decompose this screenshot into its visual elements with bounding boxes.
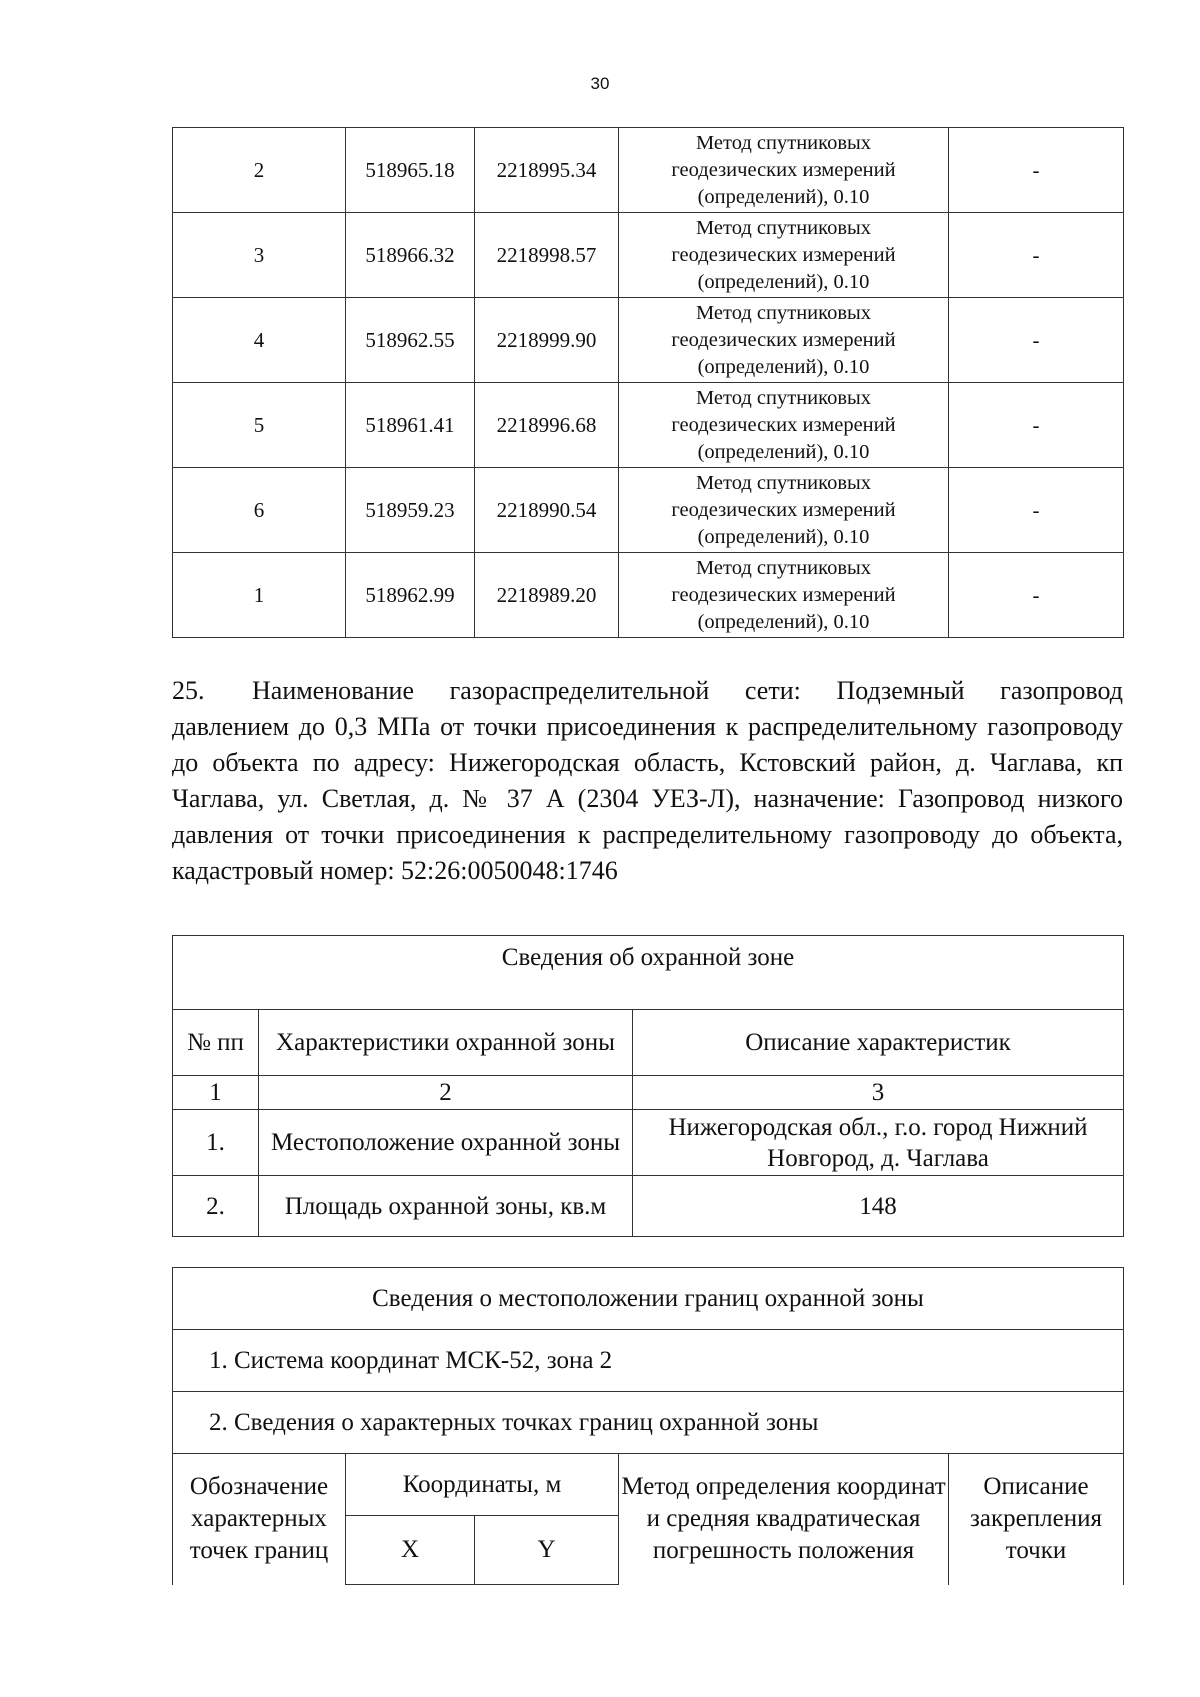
- points-info: 2. Сведения о характерных точках границ охранной зоны: [173, 1392, 1124, 1454]
- coordinate-y: 2218998.57: [475, 213, 619, 298]
- method-line: Метод спутниковых: [695, 471, 872, 494]
- coordinate-y: 2218995.34: [475, 128, 619, 213]
- protection-zone-table: [172, 935, 1124, 1237]
- fixing-description: -: [949, 298, 1124, 383]
- point-number: 5: [173, 383, 346, 468]
- column-number: 3: [633, 1076, 1124, 1110]
- method-line: Метод спутниковых: [695, 386, 872, 409]
- characteristic-value: 148: [633, 1176, 1124, 1237]
- header-number: № пп: [173, 1010, 259, 1076]
- method-line: (определений), 0.10: [697, 270, 870, 293]
- table-row: [173, 468, 1124, 553]
- fixing-description: -: [949, 128, 1124, 213]
- paragraph-number: 25.: [172, 676, 205, 705]
- boundaries-table: [172, 1267, 1124, 1585]
- method-cell: [619, 213, 949, 298]
- method-cell: [619, 128, 949, 213]
- characteristic-value: Нижегородская обл., г.о. город Нижний Новгород, д. Чаглава: [633, 1110, 1124, 1176]
- method-line: Метод спутниковых: [695, 216, 872, 239]
- row-number: 1.: [173, 1110, 259, 1176]
- coordinate-y: 2218999.90: [475, 298, 619, 383]
- method-cell: [619, 383, 949, 468]
- method-cell: [619, 468, 949, 553]
- point-number: 3: [173, 213, 346, 298]
- fixing-description: -: [949, 468, 1124, 553]
- method-line: Метод спутниковых: [695, 131, 872, 154]
- characteristic-name: Местоположение охранной зоны: [259, 1110, 633, 1176]
- table-row: [173, 213, 1124, 298]
- method-line: геодезических измерений: [671, 413, 896, 436]
- coordinate-y: 2218996.68: [475, 383, 619, 468]
- method-line: Метод спутниковых: [695, 301, 872, 324]
- method-line: (определений), 0.10: [697, 440, 870, 463]
- method-line: геодезических измерений: [671, 158, 896, 181]
- fixing-description: -: [949, 383, 1124, 468]
- table-row: [173, 383, 1124, 468]
- row-number: 2.: [173, 1176, 259, 1237]
- column-number: 1: [173, 1076, 259, 1110]
- coordinate-x: 518962.99: [346, 553, 475, 638]
- coordinate-x: 518961.41: [346, 383, 475, 468]
- header-coordinates: Координаты, м: [346, 1454, 619, 1516]
- fixing-description: -: [949, 213, 1124, 298]
- coordinates-table: [172, 127, 1124, 638]
- header-description: Описание характеристик: [633, 1010, 1124, 1076]
- characteristic-name: Площадь охранной зоны, кв.м: [259, 1176, 633, 1237]
- point-number: 4: [173, 298, 346, 383]
- fixing-description: -: [949, 553, 1124, 638]
- method-line: геодезических измерений: [671, 583, 896, 606]
- method-line: геодезических измерений: [671, 243, 896, 266]
- coordinate-y: 2218990.54: [475, 468, 619, 553]
- boundaries-table-title: Сведения о местоположении границ охранной зоны: [173, 1268, 1124, 1330]
- header-designation: Обозначение характерных точек границ: [173, 1454, 346, 1585]
- zone-table-title: Сведения об охранной зоне: [173, 936, 1124, 1010]
- header-x: X: [346, 1516, 475, 1585]
- header-characteristics: Характеристики охранной зоны: [259, 1010, 633, 1076]
- coordinate-x: 518966.32: [346, 213, 475, 298]
- method-cell: [619, 553, 949, 638]
- method-line: (определений), 0.10: [697, 185, 870, 208]
- table-row: [173, 553, 1124, 638]
- header-fixing-description: Описание закрепления точки: [949, 1454, 1124, 1585]
- method-cell: [619, 298, 949, 383]
- method-line: геодезических измерений: [671, 328, 896, 351]
- page-number: 30: [590, 74, 610, 93]
- header-y: Y: [475, 1516, 619, 1585]
- table-row: [173, 298, 1124, 383]
- coordinate-system: 1. Система координат МСК-52, зона 2: [173, 1330, 1124, 1392]
- paragraph-text: Наименование газораспределительной сети: Подземный газопровод давлением до 0,3 МПа от точки присоединения к распределительному газопроводу до объекта по адресу: Нижегородская область, Кстовский район, д. Чаглава, кп Чаглава, ул. Светлая, д. № 37 А (2304 УЕЗ-Л), назначение: Газопровод низкого давления от точки присоединения к распределительному газопроводу до объекта, кадастровый номер: 52:26:0050048:1746: [172, 676, 1123, 885]
- coordinate-x: 518962.55: [346, 298, 475, 383]
- column-number: 2: [259, 1076, 633, 1110]
- method-line: Метод спутниковых: [695, 556, 872, 579]
- coordinate-x: 518965.18: [346, 128, 475, 213]
- header-method: Метод определения координат и средняя квадратическая погрешность положения: [619, 1454, 949, 1585]
- method-line: геодезических измерений: [671, 498, 896, 521]
- network-paragraph: [172, 673, 1123, 889]
- method-line: (определений), 0.10: [697, 610, 870, 633]
- coordinate-y: 2218989.20: [475, 553, 619, 638]
- method-line: (определений), 0.10: [697, 355, 870, 378]
- point-number: 1: [173, 553, 346, 638]
- point-number: 6: [173, 468, 346, 553]
- coordinate-x: 518959.23: [346, 468, 475, 553]
- method-line: (определений), 0.10: [697, 525, 870, 548]
- table-row: [173, 128, 1124, 213]
- point-number: 2: [173, 128, 346, 213]
